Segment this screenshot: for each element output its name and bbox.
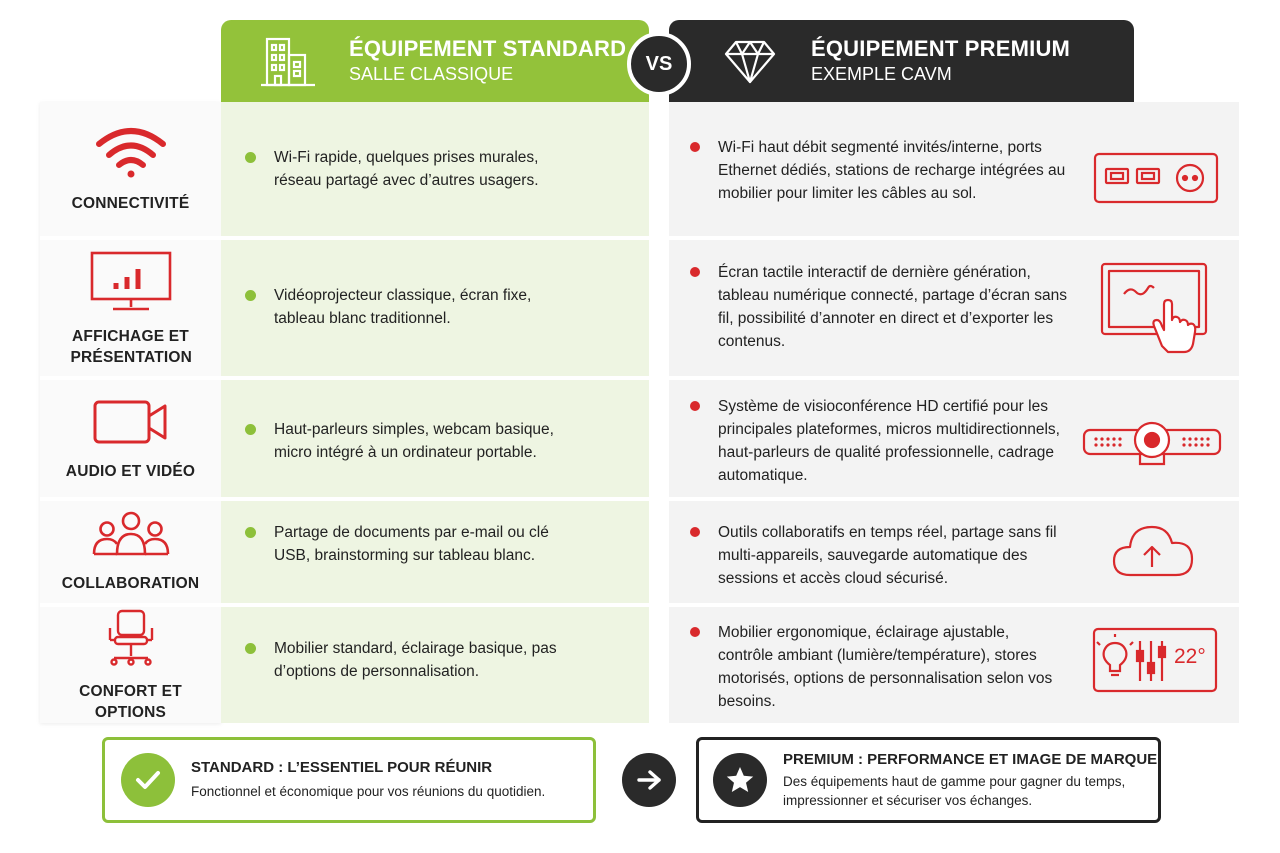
premium-description: Système de visioconférence HD certifié pour les principales plateformes, micros multidirectionnels, haut-parleurs de qualité professionnelle, cadrage automatique. bbox=[718, 398, 1060, 484]
category-display bbox=[40, 240, 221, 376]
bullet-icon bbox=[245, 290, 256, 301]
premium-subtitle: EXEMPLE CAVM bbox=[811, 64, 952, 85]
conference-camera-icon bbox=[1080, 416, 1224, 472]
bullet-icon bbox=[690, 267, 700, 277]
bullet-icon bbox=[245, 424, 256, 435]
table-row bbox=[40, 607, 1239, 723]
video-camera-icon bbox=[91, 396, 171, 453]
bullet-icon bbox=[690, 401, 700, 411]
temperature-readout: 22° bbox=[1174, 645, 1206, 668]
table-row bbox=[40, 240, 1239, 376]
diamond-icon bbox=[713, 31, 787, 91]
standard-subtitle: SALLE CLASSIQUE bbox=[349, 64, 514, 85]
standard-title: ÉQUIPEMENT STANDARD bbox=[349, 36, 627, 61]
category-audio-video bbox=[40, 380, 221, 497]
bullet-icon bbox=[690, 527, 700, 537]
star-icon bbox=[713, 753, 767, 807]
bullet-icon bbox=[245, 643, 256, 654]
arrow-right-icon bbox=[622, 753, 676, 807]
premium-description: Écran tactile interactif de dernière génération, tableau numérique connecté, partage d’écran sans fil, possibilité d’annoter en direct et d’exporter les contenus. bbox=[718, 264, 1067, 350]
standard-description: Wi-Fi rapide, quelques prises murales, réseau partagé avec d’autres usagers. bbox=[274, 149, 539, 189]
bullet-icon bbox=[245, 152, 256, 163]
category-comfort bbox=[40, 607, 221, 723]
premium-description: Outils collaboratifs en temps réel, partage sans fil multi-appareils, sauvegarde automatique des sessions et accès cloud sécurisé. bbox=[718, 524, 1057, 587]
check-icon bbox=[121, 753, 175, 807]
premium-summary-text: Des équipements haut de gamme pour gagner du temps, impressionner et sécuriser vos échanges. bbox=[783, 773, 1126, 808]
table-row bbox=[40, 102, 1239, 236]
premium-description: Wi-Fi haut débit segmenté invités/interne, ports Ethernet dédiés, stations de recharge intégrées au mobilier pour limiter les câbles au sol. bbox=[718, 139, 1066, 202]
standard-description: Partage de documents par e-mail ou clé USB, brainstorming sur tableau blanc. bbox=[274, 524, 549, 564]
touchscreen-icon bbox=[1098, 260, 1212, 356]
standard-summary-text: Fonctionnel et économique pour vos réunions du quotidien. bbox=[191, 784, 546, 799]
premium-title: ÉQUIPEMENT PREMIUM bbox=[811, 36, 1071, 61]
cloud-upload-icon bbox=[1110, 519, 1196, 581]
category-label: AUDIO ET VIDÉO bbox=[65, 462, 196, 480]
standard-description: Vidéoprojecteur classique, écran fixe, tableau blanc traditionnel. bbox=[274, 287, 532, 327]
climate-control-icon bbox=[1090, 625, 1220, 695]
premium-summary-title: PREMIUM : PERFORMANCE ET IMAGE DE MARQUE bbox=[783, 750, 1158, 768]
premium-header bbox=[669, 20, 1134, 102]
team-icon bbox=[90, 510, 172, 565]
wifi-icon bbox=[94, 124, 168, 185]
premium-description: Mobilier ergonomique, éclairage ajustable, contrôle ambiant (lumière/température), stores motorisés, options de personnalisation selon vos besoins. bbox=[718, 624, 1053, 710]
vs-badge: VS bbox=[627, 32, 691, 96]
building-icon bbox=[251, 31, 325, 91]
standard-description: Haut-parleurs simples, webcam basique, micro intégré à un ordinateur portable. bbox=[274, 421, 554, 461]
standard-header bbox=[221, 20, 649, 102]
office-chair-icon bbox=[106, 608, 156, 673]
power-outlet-icon bbox=[1092, 150, 1220, 206]
category-label: COLLABORATION bbox=[61, 575, 200, 592]
table-row bbox=[40, 380, 1239, 497]
monitor-chart-icon bbox=[88, 249, 174, 318]
category-label: CONNECTIVITÉ bbox=[71, 195, 190, 212]
category-label: CONFORT ET OPTIONS bbox=[79, 682, 182, 721]
standard-description: Mobilier standard, éclairage basique, pas d’options de personnalisation. bbox=[274, 640, 557, 680]
premium-summary-box bbox=[696, 737, 1161, 823]
category-label: AFFICHAGE ET PRÉSENTATION bbox=[70, 327, 193, 366]
bullet-icon bbox=[690, 142, 700, 152]
table-row bbox=[40, 501, 1239, 603]
category-collaboration bbox=[40, 501, 221, 603]
bullet-icon bbox=[245, 527, 256, 538]
standard-summary-box bbox=[102, 737, 596, 823]
bullet-icon bbox=[690, 627, 700, 637]
category-connectivity bbox=[40, 102, 221, 236]
standard-summary-title: STANDARD : L’ESSENTIEL POUR RÉUNIR bbox=[191, 759, 493, 776]
